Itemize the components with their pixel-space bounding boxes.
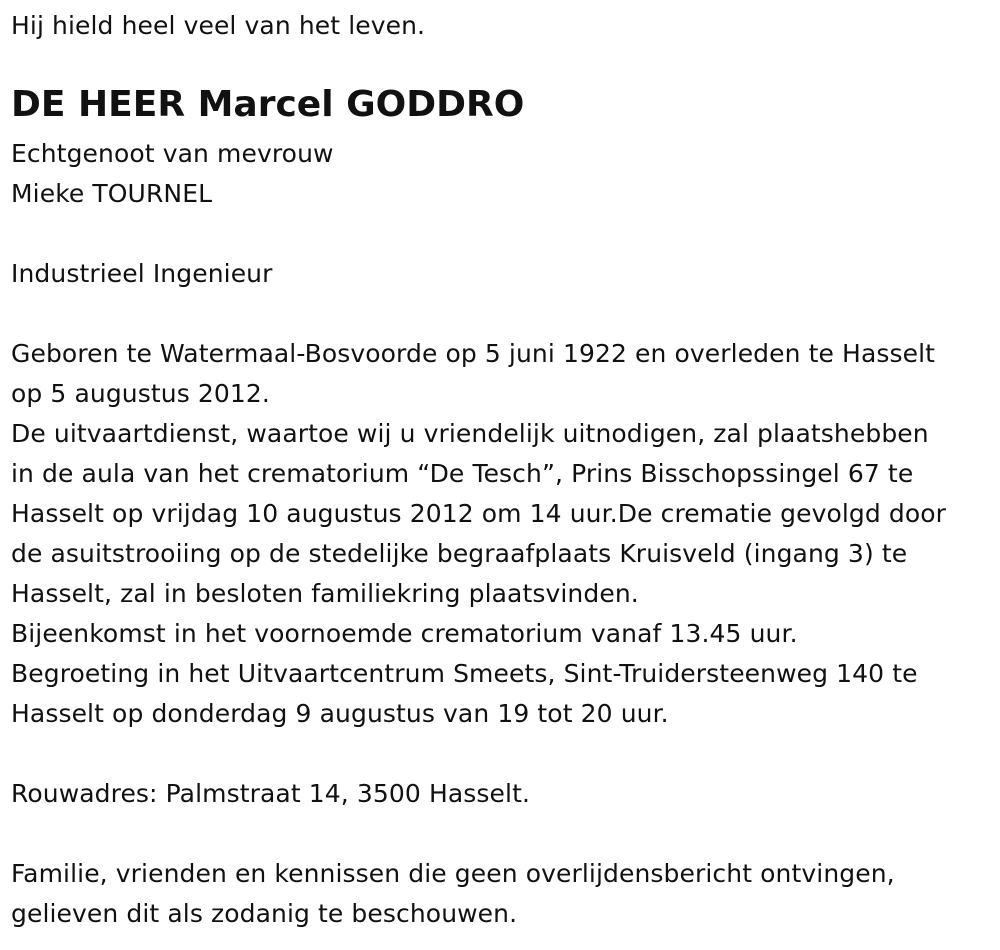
profession: Industrieel Ingenieur [11,259,273,288]
detail-line: Bijeenkomst in het voornoemde crematorium vanaf 13.45 uur. [11,619,798,648]
detail-line: Hasselt op donderdag 9 augustus van 19 tot 20 uur. [11,699,669,728]
motto: Hij hield heel veel van het leven. [11,11,426,40]
detail-line: op 5 augustus 2012. [11,379,270,408]
detail-line: Geboren te Watermaal-Bosvoorde op 5 juni 1922 en overleden te Hasselt [11,339,936,368]
details-block [11,334,946,734]
detail-line: Hasselt, zal in besloten familiekring plaatsvinden. [11,579,639,608]
spouse-block [11,134,334,214]
profession-block [11,254,273,294]
address-block [11,774,530,814]
mourning-address: Rouwadres: Palmstraat 14, 3500 Hasselt. [11,779,531,808]
closing-block [11,854,895,934]
detail-line: in de aula van het crematorium “De Tesch”, Prins Bisschopssingel 67 te [11,459,914,488]
spouse-name: Mieke TOURNEL [11,179,213,208]
detail-line: de asuitstrooiing op de stedelijke begraafplaats Kruisveld (ingang 3) te [11,539,908,568]
closing-line: gelieven dit als zodanig te beschouwen. [11,899,518,928]
spouse-line: Echtgenoot van mevrouw [11,139,334,168]
detail-line: De uitvaartdienst, waartoe wij u vriendelijk uitnodigen, zal plaatshebben [11,419,929,448]
detail-line: Hasselt op vrijdag 10 augustus 2012 om 14 uur.De crematie gevolgd door [11,499,947,528]
closing-line: Familie, vrienden en kennissen die geen overlijdensbericht ontvingen, [11,859,895,888]
deceased-name: DE HEER Marcel GODDRO [11,84,525,125]
detail-line: Begroeting in het Uitvaartcentrum Smeets, Sint-Truidersteenweg 140 te [11,659,918,688]
